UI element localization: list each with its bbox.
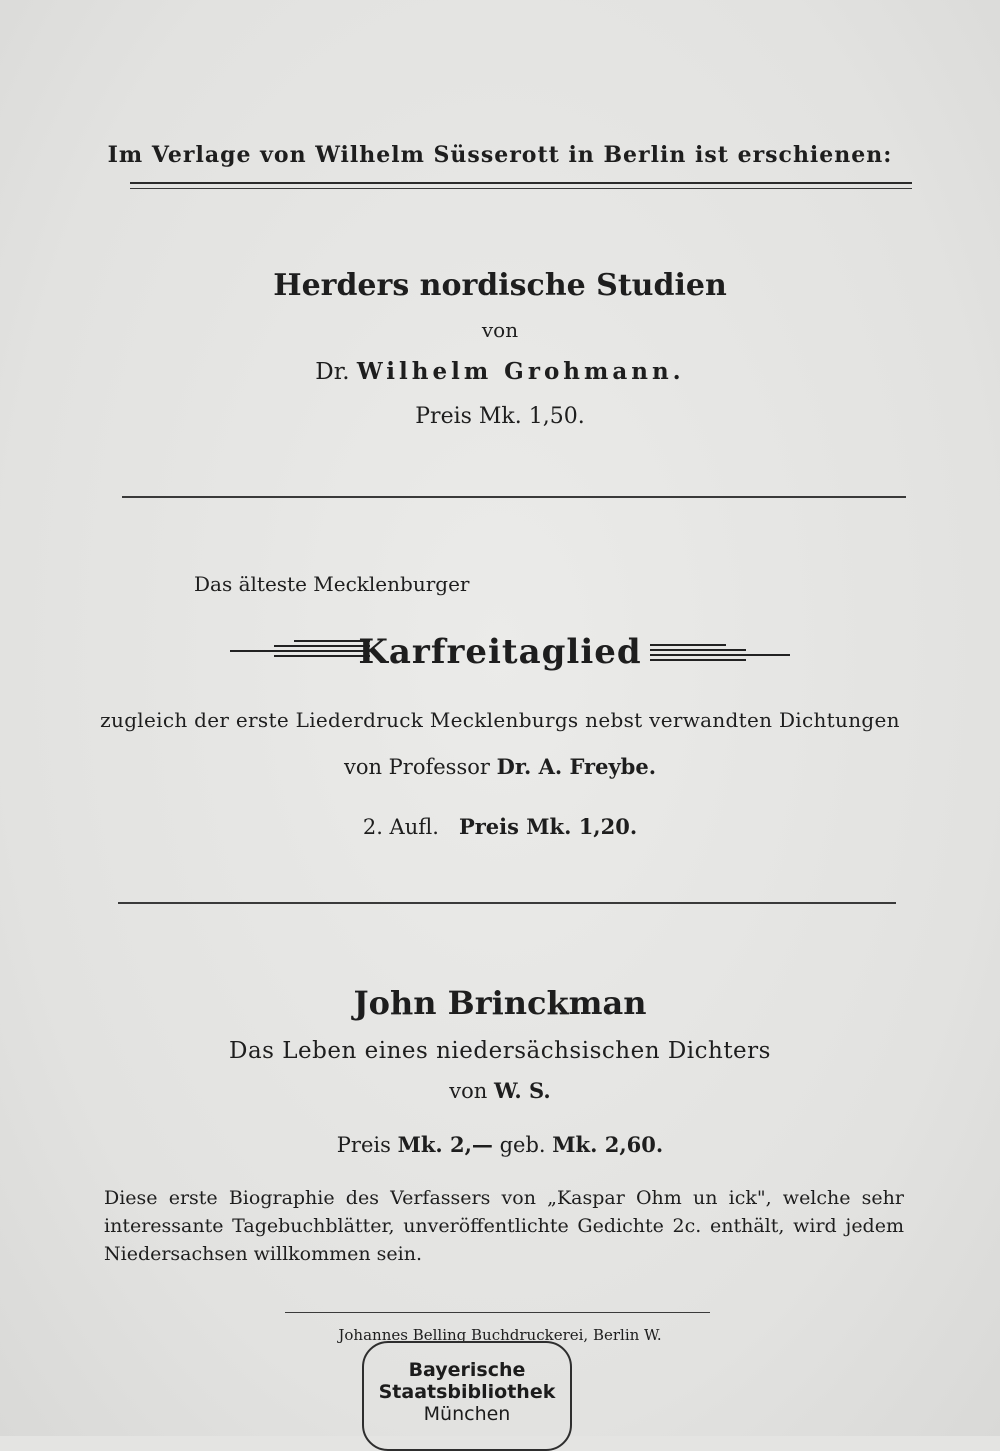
- footer-rule: [285, 1312, 710, 1313]
- book3-author-line: [0, 1078, 1000, 1103]
- book3-author-name: W. S.: [494, 1078, 551, 1103]
- printer-imprint: Johannes Belling Buchdruckerei, Berlin W.: [338, 1326, 662, 1344]
- stamp-line-1: Bayerische: [408, 1359, 526, 1381]
- book2-intro: Das älteste Mecklenburger: [194, 572, 470, 596]
- publisher-line: Im Verlage von Wilhelm Süsserott in Berlin ist erschienen:: [107, 142, 893, 168]
- book3-price-1: Mk. 2,—: [397, 1132, 493, 1157]
- book1-von: von: [481, 318, 519, 342]
- book3-author-prefix: von: [449, 1079, 488, 1103]
- book1-author-prefix: Dr.: [315, 359, 350, 385]
- book1-author-line: [0, 358, 1000, 385]
- book1-title: Herders nordische Studien: [273, 268, 727, 303]
- section-divider-2: [118, 902, 896, 904]
- header-rule-thin: [130, 188, 912, 189]
- book2-price-line: [0, 814, 1000, 839]
- book1-author-name: Wilhelm Grohmann.: [356, 358, 685, 385]
- library-stamp: [362, 1341, 572, 1451]
- section-divider-1: [122, 496, 906, 498]
- header-rule-thick: [130, 182, 912, 184]
- book2-title: Karfreitaglied: [358, 632, 642, 672]
- book3-price-line: [0, 1132, 1000, 1157]
- book3-description: Diese erste Biographie des Verfassers von „Kaspar Ohm un ick", welche sehr interessante Tagebuchblätter, unveröffentlichte Gedichte 2c. enthält, wird jedem Niedersachsen willkommen sein.: [104, 1187, 904, 1265]
- title-ornament-right: [650, 644, 790, 664]
- book3-price-2: Mk. 2,60.: [552, 1132, 664, 1157]
- book3-title: John Brinckman: [353, 984, 647, 1022]
- book2-author-line: [0, 754, 1000, 779]
- stamp-line-3: München: [423, 1403, 511, 1425]
- book2-author-name: Dr. A. Freybe.: [496, 754, 657, 779]
- book3-price-label: Preis: [336, 1133, 391, 1157]
- book2-edition: 2. Aufl.: [362, 815, 439, 839]
- book3-subtitle: Das Leben eines niedersächsischen Dichters: [229, 1038, 771, 1064]
- book1-price: Preis Mk. 1,50.: [415, 404, 585, 429]
- book3-price-bound-label: geb.: [499, 1133, 546, 1157]
- book2-subtitle: zugleich der erste Liederdruck Mecklenburgs nebst verwandten Dichtungen: [100, 708, 900, 732]
- book2-author-prefix: von Professor: [343, 755, 490, 779]
- stamp-line-2: Staatsbibliothek: [378, 1381, 556, 1403]
- book2-price: Preis Mk. 1,20.: [458, 814, 638, 839]
